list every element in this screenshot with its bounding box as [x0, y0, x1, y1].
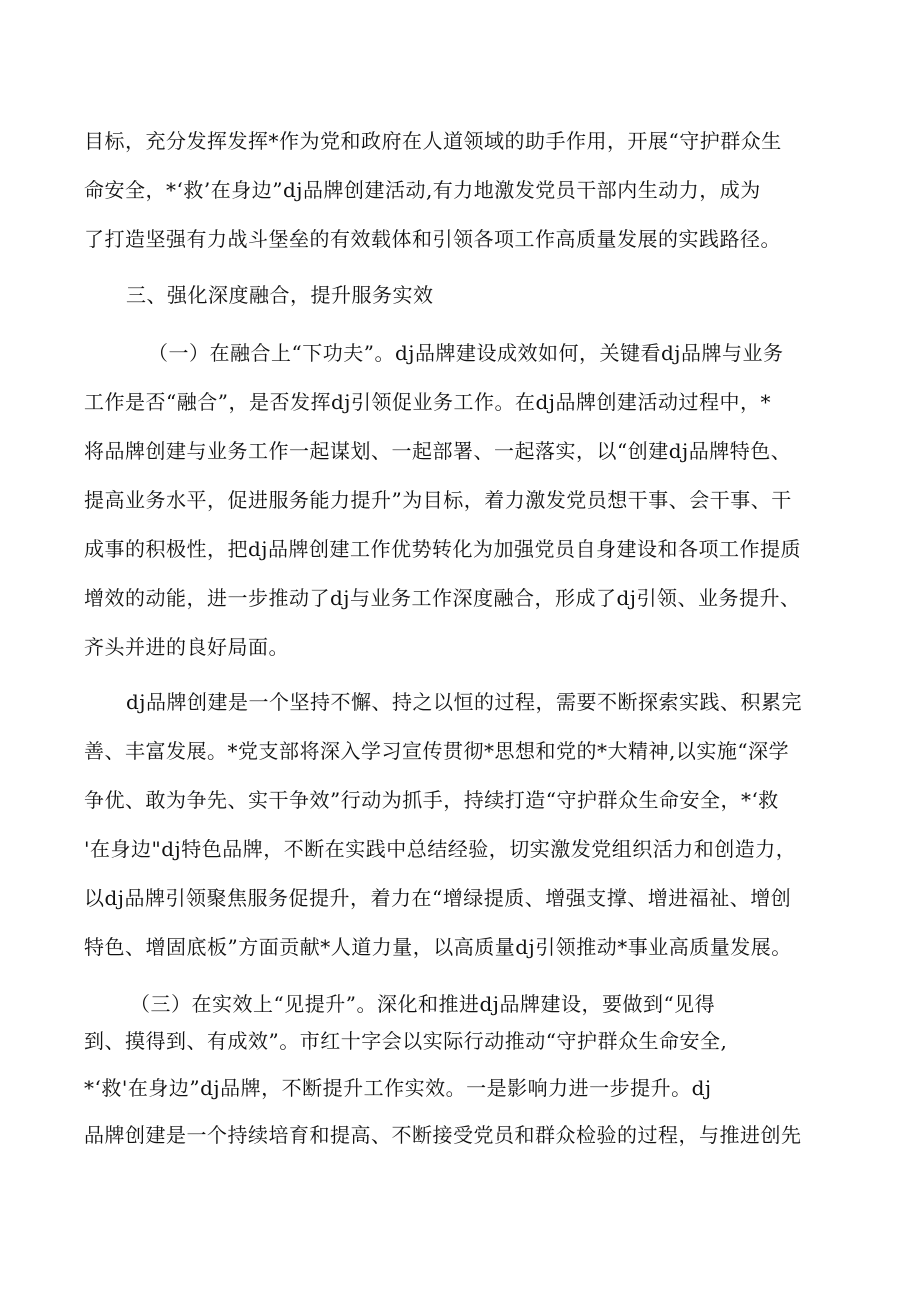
paragraph-line: 提高业务水平，促进服务能力提升”为目标，着力激发党员想干事、会干事、干: [84, 488, 792, 512]
paragraph-line: （三）在实效上“见提升”。深化和推进dj品牌建设，要做到“见得: [130, 992, 716, 1016]
paragraph-line: 增效的动能，进一步推动了dj与业务工作深度融合，形成了dj引领、业务提升、: [84, 586, 801, 610]
paragraph-line: 了打造坚强有力战斗堡垒的有效载体和引领各项工作高质量发展的实践路径。: [84, 227, 781, 251]
paragraph-line: 争优、敢为争先、实干争效”行动为抓手，持续打造“守护群众生命安全，*‘救: [84, 788, 779, 812]
paragraph-line: '在身边"dj特色品牌，不断在实践中总结经验，切实激发党组织活力和创造力，: [84, 837, 797, 861]
paragraph-line: 善、丰富发展。*党支部将深入学习宣传贯彻*思想和党的*大精神,以实施“深学: [84, 739, 790, 763]
paragraph-line: 齐头并进的良好局面。: [84, 635, 289, 659]
paragraph-line: 目标，充分发挥发挥*作为党和政府在人道领域的助手作用，开展“守护群众生: [84, 129, 782, 153]
paragraph-line: dj品牌创建是一个坚持不懈、持之以恒的过程，需要不断探索实践、积累完: [126, 690, 803, 714]
section-heading: 三、强化深度融合，提升服务实效: [126, 283, 434, 307]
paragraph-line: 特色、增固底板”方面贡献*人道力量，以高质量dj引领推动*事业高质量发展。: [84, 935, 792, 959]
paragraph-line: *‘救'在身边”dj品牌，不断提升工作实效。一是影响力进一步提升。dj: [84, 1076, 712, 1100]
paragraph-line: 成事的积极性，把dj品牌创建工作优势转化为加强党员自身建设和各项工作提质: [84, 537, 802, 561]
paragraph-line: 品牌创建是一个持续培育和提高、不断接受党员和群众检验的过程，与推进创先: [84, 1123, 802, 1147]
paragraph-line: （一）在融合上“下功夫”。dj品牌建设成效如何，关键看dj品牌与业务: [148, 341, 784, 365]
paragraph-line: 到、摸得到、有成效”。市红十字会以实际行动推动“守护群众生命安全,: [84, 1029, 728, 1053]
paragraph-line: 以dj品牌引领聚焦服务促提升，着力在“增绿提质、增强支撑、增进福祉、增创: [84, 886, 792, 910]
paragraph-line: 命安全，*‘救’在身边”dj品牌创建活动,有力地激发党员干部内生动力，成为: [84, 178, 761, 202]
paragraph-line: 将品牌创建与业务工作一起谋划、一起部署、一起落实，以“创建dj品牌特色、: [84, 439, 792, 463]
paragraph-line: 工作是否“融合”，是否发挥dj引领促业务工作。在dj品牌创建活动过程中，*: [84, 390, 771, 414]
